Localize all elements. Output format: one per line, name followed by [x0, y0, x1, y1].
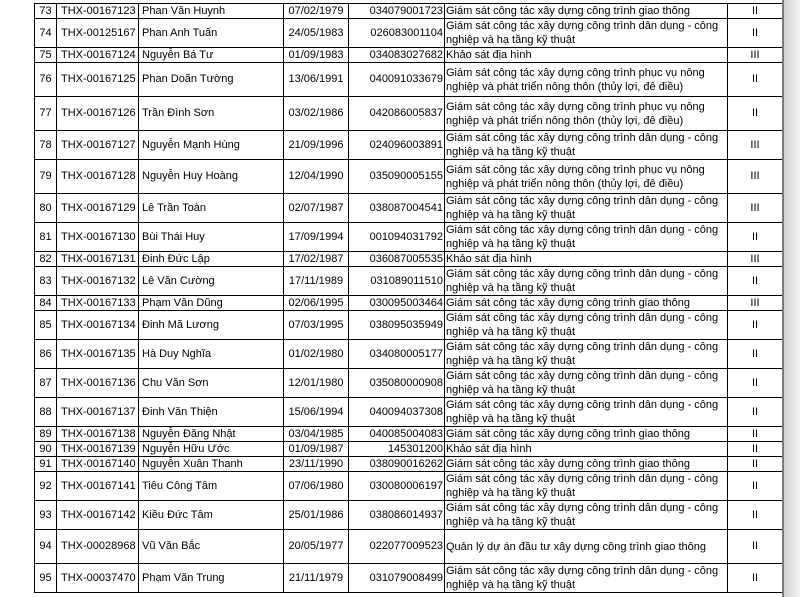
table-row [35, 501, 783, 530]
cell-practice-field: Giám sát công tác xây dựng công trình dân dụng - công nghiệp và hạ tầng kỹ thuật [445, 369, 728, 398]
cell-practice-field: Giám sát công tác xây dựng công trình dân dụng - công nghiệp và hạ tầng kỹ thuật [445, 223, 728, 252]
cell-date-of-birth: 21/11/1979 [284, 564, 349, 593]
cell-practice-field: Giám sát công tác xây dựng công trình giao thông [445, 457, 728, 472]
table-row [35, 97, 783, 131]
table-row [35, 530, 783, 564]
table-row [35, 472, 783, 501]
cell-stt: 85 [35, 311, 57, 340]
cell-full-name: Đinh Đức Lập [139, 252, 284, 267]
cell-full-name: Đinh Mã Lương [139, 311, 284, 340]
cell-id-number: 038086014937 [349, 501, 445, 530]
table-row [35, 311, 783, 340]
cell-full-name: Lê Trần Toàn [139, 194, 284, 223]
cell-grade: II [728, 501, 783, 530]
cell-stt: 92 [35, 472, 57, 501]
cell-id-number: 034083027682 [349, 48, 445, 63]
cell-stt: 82 [35, 252, 57, 267]
table-row [35, 48, 783, 63]
cell-id-number: 034080005177 [349, 340, 445, 369]
cell-full-name: Chu Văn Sơn [139, 369, 284, 398]
cell-practice-field: Giám sát công tác xây dựng công trình phục vụ nông nghiệp và phát triển nông thôn (thủy lợi, đê điều) [445, 97, 728, 131]
cell-grade: II [728, 530, 783, 564]
cell-full-name: Phan Văn Huynh [139, 4, 284, 19]
cell-full-name: Nguyễn Mạnh Hùng [139, 131, 284, 160]
table-row [35, 160, 783, 194]
table-row [35, 223, 783, 252]
cell-id-number: 001094031792 [349, 223, 445, 252]
viewer-background [784, 0, 800, 597]
cell-grade: II [728, 63, 783, 97]
cell-certificate-number: THX-00167137 [57, 398, 139, 427]
cell-certificate-number: THX-00167142 [57, 501, 139, 530]
cell-date-of-birth: 07/06/1980 [284, 472, 349, 501]
cell-id-number: 026083001104 [349, 19, 445, 48]
cell-id-number: 040094037308 [349, 398, 445, 427]
cell-practice-field: Giám sát công tác xây dựng công trình dân dụng - công nghiệp và hạ tầng kỹ thuật [445, 398, 728, 427]
cell-date-of-birth: 02/06/1995 [284, 296, 349, 311]
cell-date-of-birth: 07/02/1979 [284, 4, 349, 19]
cell-stt: 88 [35, 398, 57, 427]
cell-full-name: Bùi Thái Huy [139, 223, 284, 252]
cell-date-of-birth: 03/04/1985 [284, 427, 349, 442]
cell-grade: II [728, 311, 783, 340]
cell-certificate-number: THX-00028968 [57, 530, 139, 564]
cell-practice-field: Giám sát công tác xây dựng công trình dân dụng - công nghiệp và hạ tầng kỹ thuật [445, 194, 728, 223]
cell-full-name: Nguyễn Hữu Ước [139, 442, 284, 457]
cell-stt: 75 [35, 48, 57, 63]
table-row [35, 427, 783, 442]
cell-full-name: Vũ Văn Bắc [139, 530, 284, 564]
cell-certificate-number: THX-00167134 [57, 311, 139, 340]
table-row [35, 4, 783, 19]
table-body [35, 4, 783, 593]
cell-stt: 86 [35, 340, 57, 369]
cell-date-of-birth: 17/02/1987 [284, 252, 349, 267]
cell-full-name: Nguyễn Huy Hoàng [139, 160, 284, 194]
table-row [35, 19, 783, 48]
cell-practice-field: Giám sát công tác xây dựng công trình dân dụng - công nghiệp và hạ tầng kỹ thuật [445, 340, 728, 369]
cell-grade: III [728, 296, 783, 311]
cell-id-number: 042086005837 [349, 97, 445, 131]
cell-certificate-number: THX-00167135 [57, 340, 139, 369]
table-row [35, 340, 783, 369]
table-row [35, 252, 783, 267]
cell-full-name: Nguyễn Bá Tư [139, 48, 284, 63]
cell-id-number: 040085004083 [349, 427, 445, 442]
cell-full-name: Phan Anh Tuấn [139, 19, 284, 48]
table-row [35, 194, 783, 223]
cell-grade: II [728, 267, 783, 296]
cell-grade: II [728, 472, 783, 501]
cell-stt: 76 [35, 63, 57, 97]
cell-id-number: 024096003891 [349, 131, 445, 160]
cell-certificate-number: THX-00167133 [57, 296, 139, 311]
cell-date-of-birth: 13/06/1991 [284, 63, 349, 97]
cell-id-number: 030095003464 [349, 296, 445, 311]
table-row [35, 131, 783, 160]
cell-practice-field: Giám sát công tác xây dựng công trình dân dụng - công nghiệp và hạ tầng kỹ thuật [445, 564, 728, 593]
cell-grade: II [728, 457, 783, 472]
cell-certificate-number: THX-00167129 [57, 194, 139, 223]
cell-grade: II [728, 398, 783, 427]
cell-stt: 81 [35, 223, 57, 252]
cell-full-name: Hà Duy Nghĩa [139, 340, 284, 369]
cell-stt: 80 [35, 194, 57, 223]
cell-stt: 91 [35, 457, 57, 472]
cell-certificate-number: THX-00125167 [57, 19, 139, 48]
cell-certificate-number: THX-00167131 [57, 252, 139, 267]
table-row [35, 63, 783, 97]
cell-grade: II [728, 340, 783, 369]
cell-practice-field: Khảo sát địa hình [445, 442, 728, 457]
cell-full-name: Kiều Đức Tâm [139, 501, 284, 530]
cell-stt: 78 [35, 131, 57, 160]
cell-certificate-number: THX-00167124 [57, 48, 139, 63]
cell-certificate-number: THX-00167138 [57, 427, 139, 442]
cell-full-name: Phạm Văn Trung [139, 564, 284, 593]
cell-certificate-number: THX-00167123 [57, 4, 139, 19]
cell-stt: 95 [35, 564, 57, 593]
cell-date-of-birth: 25/01/1986 [284, 501, 349, 530]
table-row [35, 442, 783, 457]
cell-grade: II [728, 4, 783, 19]
cell-id-number: 035090005155 [349, 160, 445, 194]
cell-certificate-number: THX-00167141 [57, 472, 139, 501]
cell-date-of-birth: 01/09/1987 [284, 442, 349, 457]
cell-id-number: 040091033679 [349, 63, 445, 97]
cell-date-of-birth: 23/11/1990 [284, 457, 349, 472]
cell-practice-field: Giám sát công tác xây dựng công trình giao thông [445, 4, 728, 19]
cell-certificate-number: THX-00167140 [57, 457, 139, 472]
cell-full-name: Nguyễn Xuân Thanh [139, 457, 284, 472]
cell-certificate-number: THX-00167128 [57, 160, 139, 194]
certificate-table [34, 3, 783, 593]
cell-date-of-birth: 01/02/1980 [284, 340, 349, 369]
table-row [35, 564, 783, 593]
cell-id-number: 035080000908 [349, 369, 445, 398]
cell-id-number: 031079008499 [349, 564, 445, 593]
cell-certificate-number: THX-00167139 [57, 442, 139, 457]
cell-full-name: Phạm Văn Dũng [139, 296, 284, 311]
cell-date-of-birth: 01/09/1983 [284, 48, 349, 63]
table-row [35, 369, 783, 398]
cell-id-number: 036087005535 [349, 252, 445, 267]
cell-grade: III [728, 131, 783, 160]
cell-practice-field: Giám sát công tác xây dựng công trình phục vụ nông nghiệp và phát triển nông thôn (thủy lợi, đê điều) [445, 63, 728, 97]
cell-stt: 83 [35, 267, 57, 296]
cell-stt: 89 [35, 427, 57, 442]
cell-practice-field: Giám sát công tác xây dựng công trình dân dụng - công nghiệp và hạ tầng kỹ thuật [445, 311, 728, 340]
cell-id-number: 145301200 [349, 442, 445, 457]
table-row [35, 457, 783, 472]
cell-grade: III [728, 252, 783, 267]
cell-grade: II [728, 564, 783, 593]
cell-date-of-birth: 20/05/1977 [284, 530, 349, 564]
cell-date-of-birth: 07/03/1995 [284, 311, 349, 340]
cell-date-of-birth: 17/09/1994 [284, 223, 349, 252]
cell-id-number: 030080006197 [349, 472, 445, 501]
cell-stt: 94 [35, 530, 57, 564]
cell-stt: 77 [35, 97, 57, 131]
cell-practice-field: Giám sát công tác xây dựng công trình dân dụng - công nghiệp và hạ tầng kỹ thuật [445, 501, 728, 530]
cell-full-name: Tiêu Công Tâm [139, 472, 284, 501]
cell-practice-field: Giám sát công tác xây dựng công trình giao thông [445, 296, 728, 311]
cell-date-of-birth: 02/07/1987 [284, 194, 349, 223]
cell-full-name: Phan Doãn Tường [139, 63, 284, 97]
cell-id-number: 038090016262 [349, 457, 445, 472]
table-row [35, 296, 783, 311]
cell-date-of-birth: 15/06/1994 [284, 398, 349, 427]
cell-full-name: Trần Đình Sơn [139, 97, 284, 131]
cell-id-number: 034079001723 [349, 4, 445, 19]
cell-practice-field: Quản lý dự án đầu tư xây dựng công trình giao thông [445, 530, 728, 564]
cell-grade: II [728, 442, 783, 457]
cell-practice-field: Giám sát công tác xây dựng công trình dân dụng - công nghiệp và hạ tầng kỹ thuật [445, 19, 728, 48]
cell-id-number: 022077009523 [349, 530, 445, 564]
cell-stt: 73 [35, 4, 57, 19]
cell-grade: II [728, 427, 783, 442]
cell-date-of-birth: 21/09/1996 [284, 131, 349, 160]
table-row [35, 267, 783, 296]
cell-id-number: 038095035949 [349, 311, 445, 340]
cell-practice-field: Giám sát công tác xây dựng công trình dân dụng - công nghiệp và hạ tầng kỹ thuật [445, 267, 728, 296]
cell-stt: 84 [35, 296, 57, 311]
cell-date-of-birth: 17/11/1989 [284, 267, 349, 296]
cell-date-of-birth: 24/05/1983 [284, 19, 349, 48]
cell-stt: 93 [35, 501, 57, 530]
cell-practice-field: Giám sát công tác xây dựng công trình dân dụng - công nghiệp và hạ tầng kỹ thuật [445, 472, 728, 501]
cell-certificate-number: THX-00167125 [57, 63, 139, 97]
cell-certificate-number: THX-00037470 [57, 564, 139, 593]
cell-grade: II [728, 223, 783, 252]
cell-date-of-birth: 12/04/1990 [284, 160, 349, 194]
cell-stt: 74 [35, 19, 57, 48]
cell-grade: III [728, 160, 783, 194]
cell-id-number: 038087004541 [349, 194, 445, 223]
cell-certificate-number: THX-00167127 [57, 131, 139, 160]
cell-certificate-number: THX-00167130 [57, 223, 139, 252]
cell-stt: 90 [35, 442, 57, 457]
cell-grade: II [728, 97, 783, 131]
cell-grade: III [728, 48, 783, 63]
cell-date-of-birth: 12/01/1980 [284, 369, 349, 398]
cell-grade: II [728, 19, 783, 48]
cell-stt: 87 [35, 369, 57, 398]
cell-certificate-number: THX-00167136 [57, 369, 139, 398]
cell-grade: II [728, 369, 783, 398]
cell-full-name: Nguyễn Đăng Nhật [139, 427, 284, 442]
table-row [35, 398, 783, 427]
cell-date-of-birth: 03/02/1986 [284, 97, 349, 131]
cell-practice-field: Khảo sát địa hình [445, 252, 728, 267]
cell-stt: 79 [35, 160, 57, 194]
cell-full-name: Lê Văn Cường [139, 267, 284, 296]
cell-practice-field: Giám sát công tác xây dựng công trình phục vụ nông nghiệp và phát triển nông thôn (thủy lợi, đê điều) [445, 160, 728, 194]
cell-certificate-number: THX-00167132 [57, 267, 139, 296]
cell-practice-field: Giám sát công tác xây dựng công trình dân dụng - công nghiệp và hạ tầng kỹ thuật [445, 131, 728, 160]
cell-id-number: 031089011510 [349, 267, 445, 296]
cell-certificate-number: THX-00167126 [57, 97, 139, 131]
cell-practice-field: Giám sát công tác xây dựng công trình giao thông [445, 427, 728, 442]
cell-grade: III [728, 194, 783, 223]
cell-practice-field: Khảo sát địa hình [445, 48, 728, 63]
cell-full-name: Đinh Văn Thiện [139, 398, 284, 427]
